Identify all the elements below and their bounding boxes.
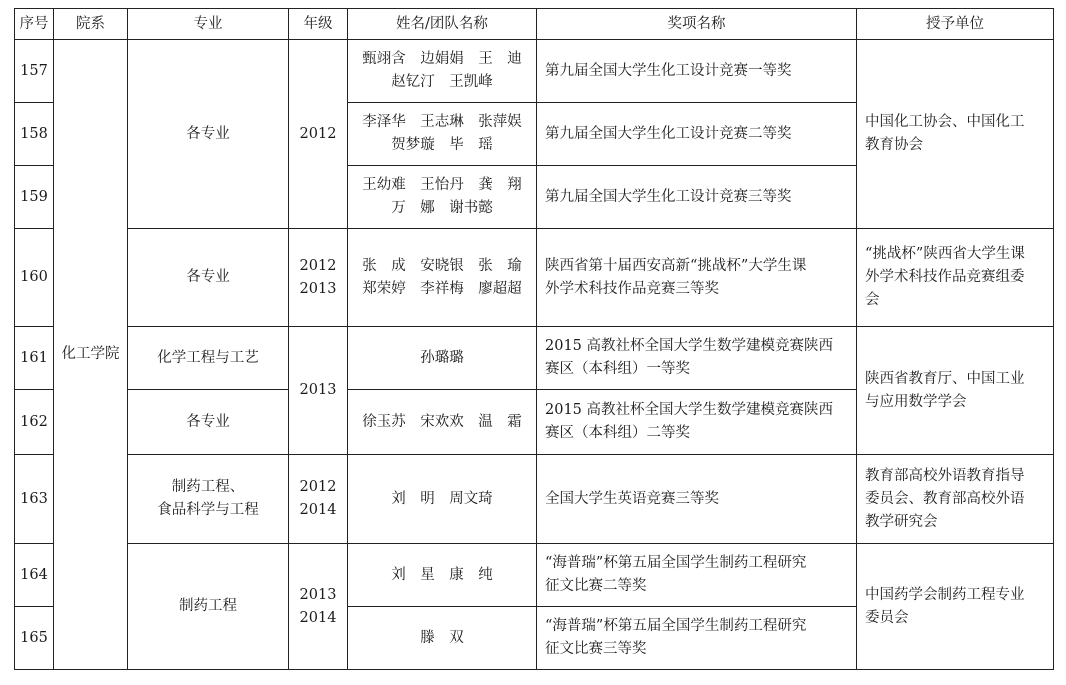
names-cell: 徐玉苏 宋欢欢 温 霜 xyxy=(348,390,537,455)
grade-cell: 2012 xyxy=(289,40,348,229)
header-index: 序号 xyxy=(15,9,54,40)
award-cell: 2015 高教社杯全国大学生数学建模竞赛陕西 赛区（本科组）一等奖 xyxy=(537,327,857,390)
department-cell: 化工学院 xyxy=(54,40,128,670)
award-cell: 2015 高教社杯全国大学生数学建模竞赛陕西 赛区（本科组）二等奖 xyxy=(537,390,857,455)
grantor-cell: 陕西省教育厅、中国工业 与应用数学学会 xyxy=(857,327,1054,455)
header-grantor: 授予单位 xyxy=(857,9,1054,40)
table-row xyxy=(15,327,1054,390)
award-cell: 陕西省第十届西安高新“挑战杯”大学生课 外学术科技作品竞赛三等奖 xyxy=(537,229,857,327)
names-cell: 刘 明 周文琦 xyxy=(348,455,537,544)
grade-cell: 2013 2014 xyxy=(289,544,348,670)
grantor-cell: 教育部高校外语教育指导 委员会、教育部高校外语 教学研究会 xyxy=(857,455,1054,544)
table-row xyxy=(15,229,1054,327)
table-row xyxy=(15,455,1054,544)
row-index: 157 xyxy=(15,40,54,103)
names-cell: 刘 星 康 纯 xyxy=(348,544,537,607)
award-cell: 全国大学生英语竞赛三等奖 xyxy=(537,455,857,544)
row-index: 161 xyxy=(15,327,54,390)
grantor-cell: 中国化工协会、中国化工 教育协会 xyxy=(857,40,1054,229)
row-index: 162 xyxy=(15,390,54,455)
major-cell: 制药工程 xyxy=(128,544,289,670)
grade-cell: 2012 2014 xyxy=(289,455,348,544)
grade-cell: 2013 xyxy=(289,327,348,455)
row-index: 164 xyxy=(15,544,54,607)
header-grade: 年级 xyxy=(289,9,348,40)
row-index: 159 xyxy=(15,166,54,229)
major-cell: 化学工程与工艺 xyxy=(128,327,289,390)
grantor-cell: “挑战杯”陕西省大学生课 外学术科技作品竞赛组委 会 xyxy=(857,229,1054,327)
award-cell: “海普瑞”杯第五届全国学生制药工程研究 征文比赛二等奖 xyxy=(537,544,857,607)
names-cell: 孙璐璐 xyxy=(348,327,537,390)
header-names: 姓名/团队名称 xyxy=(348,9,537,40)
header-row xyxy=(15,9,1054,40)
award-cell: 第九届全国大学生化工设计竞赛二等奖 xyxy=(537,103,857,166)
awards-table xyxy=(14,8,1054,670)
header-department: 院系 xyxy=(54,9,128,40)
row-index: 158 xyxy=(15,103,54,166)
row-index: 163 xyxy=(15,455,54,544)
major-cell: 各专业 xyxy=(128,40,289,229)
row-index: 160 xyxy=(15,229,54,327)
award-cell: “海普瑞”杯第五届全国学生制药工程研究 征文比赛三等奖 xyxy=(537,607,857,670)
major-cell: 各专业 xyxy=(128,229,289,327)
table-row xyxy=(15,544,1054,607)
header-award: 奖项名称 xyxy=(537,9,857,40)
row-index: 165 xyxy=(15,607,54,670)
major-cell: 各专业 xyxy=(128,390,289,455)
award-cell: 第九届全国大学生化工设计竞赛三等奖 xyxy=(537,166,857,229)
names-cell: 张 成 安晓银 张 瑜 郑荣婷 李祥梅 廖超超 xyxy=(348,229,537,327)
table-row xyxy=(15,40,1054,103)
names-cell: 甄翊含 边娟娟 王 迪 赵钇汀 王凯峰 xyxy=(348,40,537,103)
names-cell: 李泽华 王志琳 张萍娱 贺梦璇 毕 瑶 xyxy=(348,103,537,166)
grade-cell: 2012 2013 xyxy=(289,229,348,327)
major-cell: 制药工程、 食品科学与工程 xyxy=(128,455,289,544)
names-cell: 滕 双 xyxy=(348,607,537,670)
header-major: 专业 xyxy=(128,9,289,40)
grantor-cell: 中国药学会制药工程专业 委员会 xyxy=(857,544,1054,670)
names-cell: 王幼难 王怡丹 龚 翔 万 娜 谢书懿 xyxy=(348,166,537,229)
award-cell: 第九届全国大学生化工设计竞赛一等奖 xyxy=(537,40,857,103)
